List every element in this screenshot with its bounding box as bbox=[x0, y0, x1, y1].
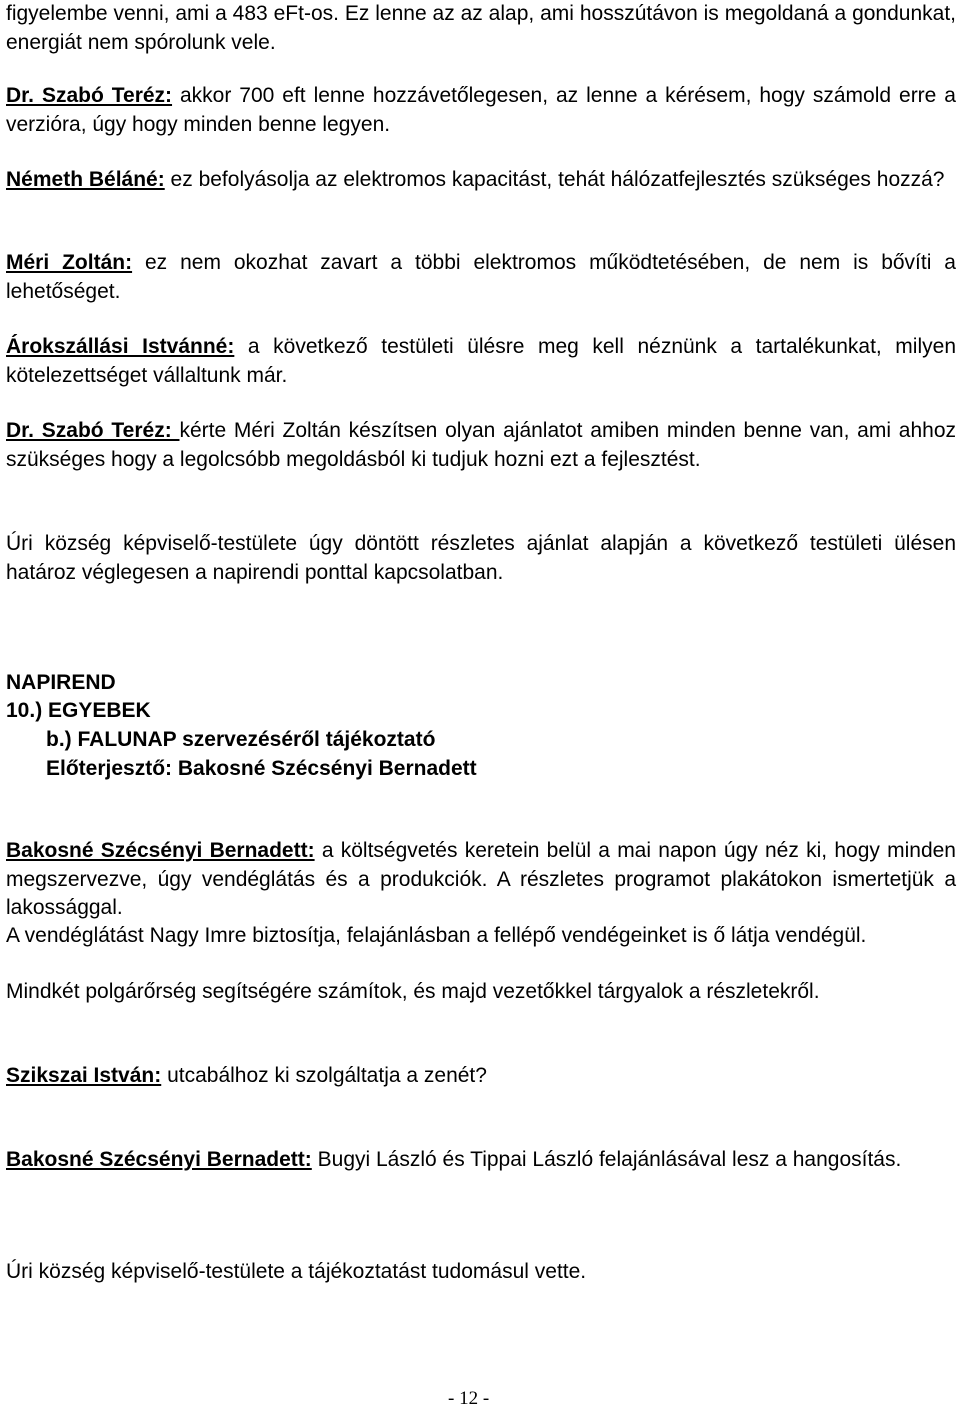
paragraph-text: figyelembe venni, ami a 483 eFt-os. Ez lenne az az alap, ami hosszútávon is megoldaná a gondunkat, energiát nem spórolunk vele. bbox=[6, 2, 956, 54]
paragraph-bakosne-1 bbox=[6, 837, 956, 923]
agenda-presenter: Előterjesztő: Bakosné Szécsényi Bernadett bbox=[46, 757, 477, 780]
paragraph-catering bbox=[6, 922, 956, 951]
paragraph-bakosne-2 bbox=[6, 1146, 956, 1175]
paragraph-nemeth bbox=[6, 166, 956, 195]
paragraph-text: Bugyi László és Tippai László felajánlásával lesz a hangosítás. bbox=[311, 1148, 902, 1171]
paragraph-szikszai bbox=[6, 1062, 956, 1091]
paragraph-text: Úri község képviselő-testülete úgy döntött részletes ajánlat alapján a következő testületi ülésen határoz véglegesen a napirendi ponttal kapcsolatban. bbox=[6, 532, 956, 584]
paragraph-szabo-1 bbox=[6, 82, 956, 139]
speaker-name: Bakosné Szécsényi Bernadett: bbox=[6, 839, 315, 862]
paragraph-text: utcabálhoz ki szolgáltatja a zenét? bbox=[161, 1064, 487, 1087]
paragraph-polgarorseg bbox=[6, 978, 956, 1007]
page-number: - 12 - bbox=[448, 1388, 490, 1409]
speaker-name: Méri Zoltán: bbox=[6, 251, 133, 274]
paragraph-text: Mindkét polgárőrség segítségére számítok, és majd vezetőkkel tárgyalok a részletekről. bbox=[6, 980, 820, 1003]
paragraph-text: ez nem okozhat zavart a többi elektromos működtetésében, de nem is bővíti a lehetőséget. bbox=[6, 251, 956, 303]
speaker-name: Dr. Szabó Teréz: bbox=[6, 84, 173, 107]
paragraph-meri bbox=[6, 249, 956, 306]
paragraph-text: a következő testületi ülésre meg kell néznünk a tartalékunkat, milyen kötelezettséget vállaltunk már. bbox=[6, 335, 956, 387]
paragraph-text: ez befolyásolja az elektromos kapacitást, tehát hálózatfejlesztés szükséges hozzá? bbox=[164, 168, 945, 191]
agenda-item-number: 10.) EGYEBEK bbox=[6, 699, 151, 722]
paragraph-text: A vendéglátást Nagy Imre biztosítja, felajánlásban a fellépő vendégeinket is ő látja vendégül. bbox=[6, 924, 867, 947]
speaker-name: Németh Béláné: bbox=[6, 168, 165, 191]
agenda-item-title: b.) FALUNAP szervezéséről tájékoztató bbox=[46, 728, 436, 751]
speaker-name: Szikszai István: bbox=[6, 1064, 162, 1087]
paragraph-decision-1 bbox=[6, 530, 956, 587]
paragraph-text: akkor 700 eft lenne hozzávetőlegesen, az lenne a kérésem, hogy számold erre a verzióra, úgy hogy minden benne legyen. bbox=[6, 84, 956, 136]
speaker-name: Árokszállási Istvánné: bbox=[6, 335, 235, 358]
paragraph-decision-2 bbox=[6, 1258, 956, 1287]
paragraph-text: kérte Méri Zoltán készítsen olyan ajánlatot amiben minden benne van, ami ahhoz szükséges hogy a legolcsóbb megoldásból ki tudjuk hozni ezt a fejlesztést. bbox=[6, 419, 957, 471]
speaker-name: Dr. Szabó Teréz: bbox=[6, 419, 180, 442]
agenda-heading: NAPIREND bbox=[6, 671, 116, 694]
paragraph-arokszallasi bbox=[6, 333, 956, 390]
speaker-name: Bakosné Szécsényi Bernadett: bbox=[6, 1148, 312, 1171]
paragraph-text: Úri község képviselő-testülete a tájékoztatást tudomásul vette. bbox=[6, 1260, 587, 1283]
paragraph-text: a költségvetés keretein belül a mai napon úgy néz ki, hogy minden megszervezve, úgy vendéglátás és a produkciók. A részletes programot plakátokon ismertetjük a lakossággal. bbox=[6, 839, 956, 919]
paragraph-continuation bbox=[6, 0, 956, 57]
paragraph-szabo-2 bbox=[6, 417, 956, 474]
